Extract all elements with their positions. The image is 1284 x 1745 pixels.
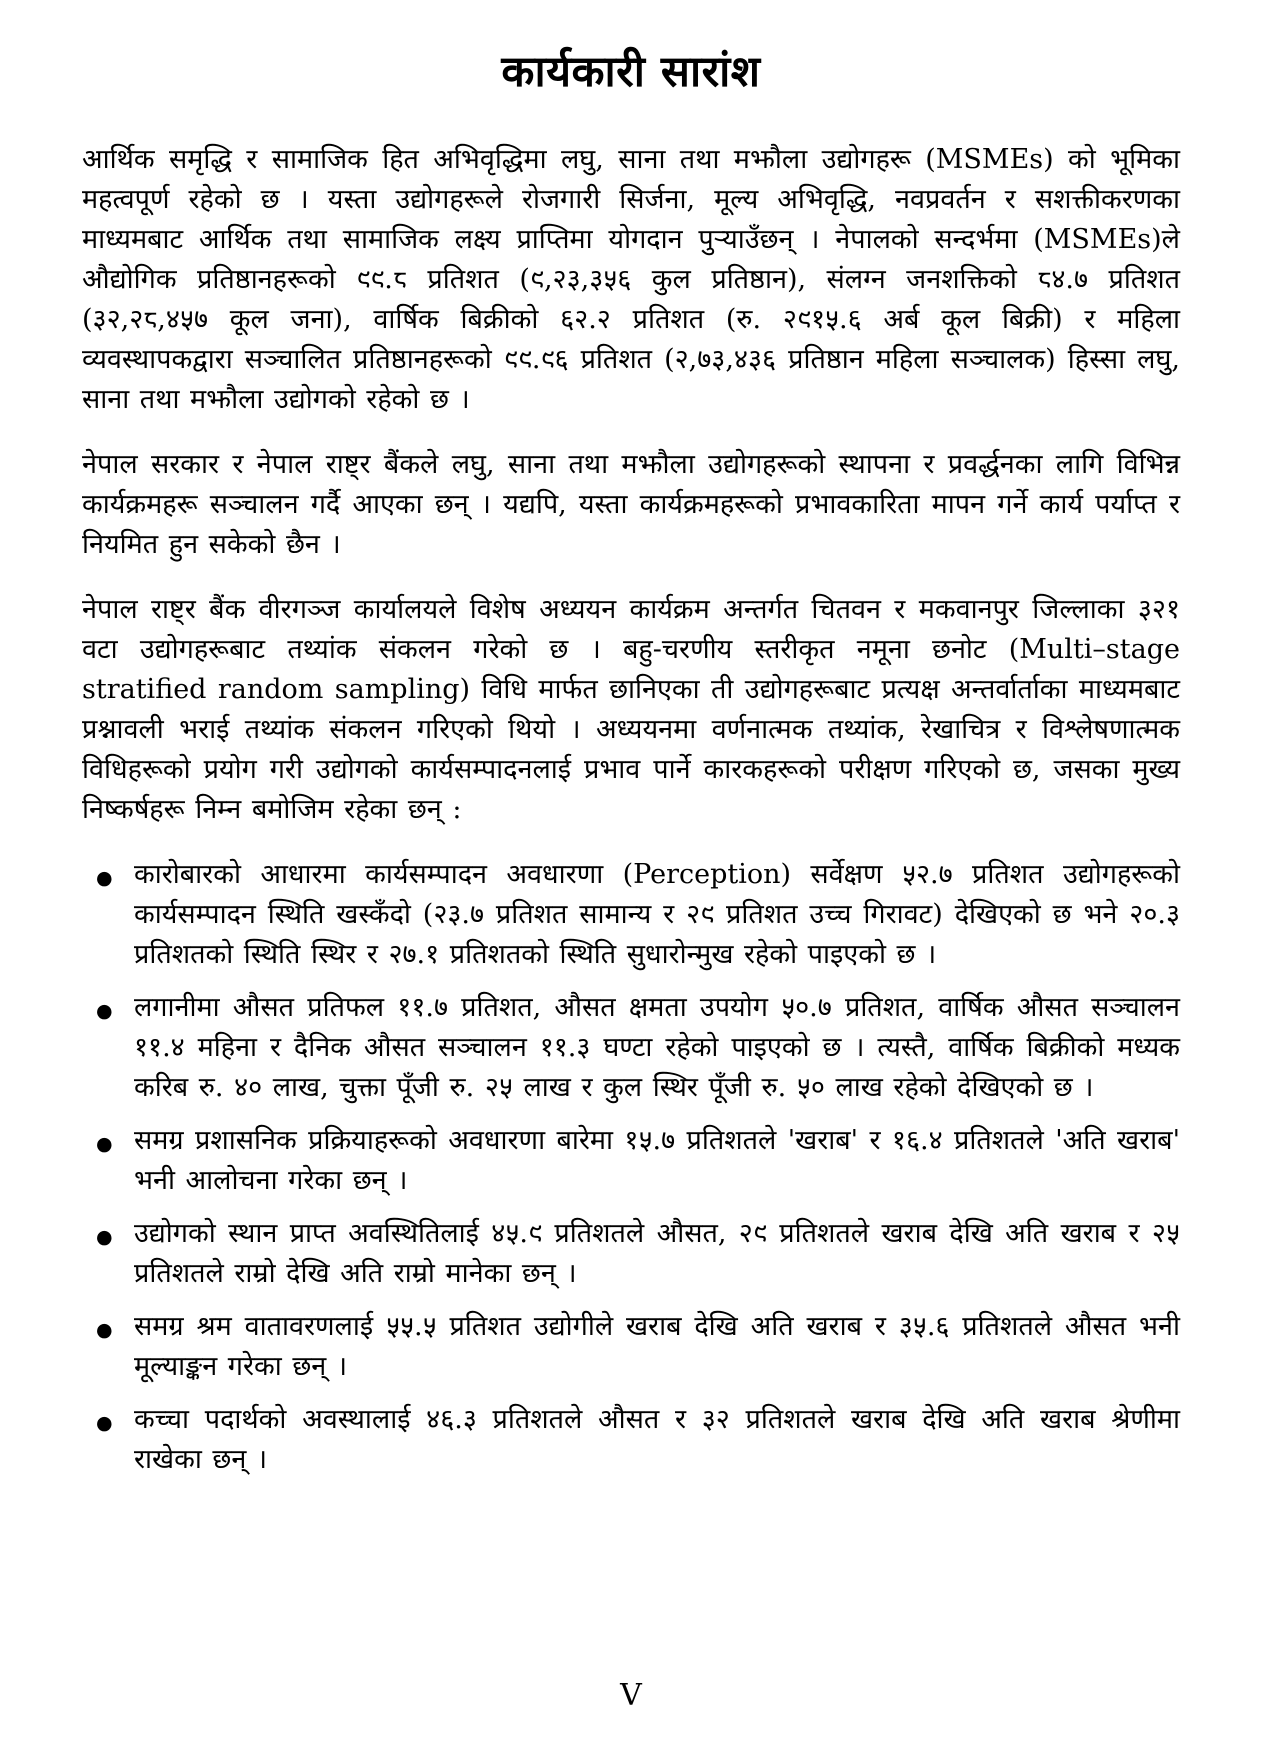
bullet-item-administrative-process: ● समग्र प्रशासनिक प्रक्रियाहरूको अवधारणा बारेमा १५.७ प्रतिशतले 'खराब' र १६.४ प्रतिशतले 'अति खराब' भनी आलोचना गरेका छन् । [82,1121,1180,1201]
paragraph-government-programs: नेपाल सरकार र नेपाल राष्ट्र बैंकले लघु, साना तथा मझौला उद्योगहरूको स्थापना र प्रवर्द्धनका लागि विभिन्न कार्यक्रमहरू सञ्चालन गर्दै आएका छन् । यद्यपि, यस्ता कार्यक्रमहरूको प्रभावकारिता मापन गर्ने कार्य पर्याप्त र नियमित हुन सकेको छैन । [82,449,1180,560]
bullet-item-raw-materials: ● कच्चा पदार्थको अवस्थालाई ४६.३ प्रतिशतले औसत र ३२ प्रतिशतले खराब देखि अति खराब श्रेणीमा राखेका छन् । [82,1400,1180,1480]
page-number: V [620,1678,642,1713]
bullet-item-labor-environment: ● समग्र श्रम वातावरणलाई ५५.५ प्रतिशत उद्योगीले खराब देखि अति खराब र ३५.६ प्रतिशतले औसत भनी मूल्याङ्कन गरेका छन् । [82,1307,1180,1387]
page-title: कार्यकारी सारांश [501,47,761,97]
bullet-item-performance-perception: ● कारोबारको आधारमा कार्यसम्पादन अवधारणा (Perception) सर्वेक्षण ५२.७ प्रतिशत उद्योगहरूको कार्यसम्पादन स्थिति खस्कँदो (२३.७ प्रतिशत सामान्य र २९ प्रतिशत उच्च गिरावट) देखिएको छ भने २०.३ प्रतिशतको स्थिति स्थिर र २७.१ प्रतिशतको स्थिति सुधारोन्मुख रहेको पाइएको छ । [82,855,1180,975]
paragraph-msme-overview: आर्थिक समृद्धि र सामाजिक हित अभिवृद्धिमा लघु, साना तथा मझौला उद्योगहरू (MSMEs) को भूमिका महत्वपूर्ण रहेको छ । यस्ता उद्योगहरूले रोजगारी सिर्जना, मूल्य अभिवृद्धि, नवप्रवर्तन र सशक्तीकरणका माध्यमबाट आर्थिक तथा सामाजिक लक्ष्य प्राप्तिमा योगदान पुऱ्याउँछन् । नेपालको सन्दर्भमा (MSMEs)ले औद्योगिक प्रतिष्ठानहरूको ९९.८ प्रतिशत (९,२३,३५६ कुल प्रतिष्ठान), संलग्न जनशक्तिको ८४.७ प्रतिशत (३२,२८,४५७ कूल जना), वार्षिक बिक्रीको ६२.२ प्रतिशत (रु. २९१५.६ अर्ब कूल बिक्री) र महिला व्यवस्थापकद्वारा सञ्चालित प्रतिष्ठानहरूको ९९.९६ प्रतिशत (२,७३,४३६ प्रतिष्ठान महिला सञ्चालक) हिस्सा लघु, साना तथा मझौला उद्योगको रहेको छ । [82,144,1180,415]
bullet-item-return-capacity: ● लगानीमा औसत प्रतिफल ११.७ प्रतिशत, औसत क्षमता उपयोग ५०.७ प्रतिशत, वार्षिक औसत सञ्चालन ११.४ महिना र दैनिक औसत सञ्चालन ११.३ घण्टा रहेको पाइएको छ । त्यस्तै, वार्षिक बिक्रीको मध्यक करिब रु. ४० लाख, चुक्ता पूँजी रु. २५ लाख र कुल स्थिर पूँजी रु. ५० लाख रहेको देखिएको छ । [82,988,1180,1108]
paragraph-study-methodology: नेपाल राष्ट्र बैंक वीरगञ्ज कार्यालयले विशेष अध्ययन कार्यक्रम अन्तर्गत चितवन र मकवानपुर जिल्लाका ३२१ वटा उद्योगहरूबाट तथ्यांक संकलन गरेको छ । बहु-चरणीय स्तरीकृत नमूना छनोट (Multi–stage stratified random sampling) विधि मार्फत छानिएका ती उद्योगहरूबाट प्रत्यक्ष अन्तर्वार्ताका माध्यमबाट प्रश्नावली भराई तथ्यांक संकलन गरिएको थियो । अध्ययनमा वर्णनात्मक तथ्यांक, रेखाचित्र र विश्लेषणात्मक विधिहरूको प्रयोग गरी उद्योगको कार्यसम्पादनलाई प्रभाव पार्ने कारकहरूको परीक्षण गरिएको छ, जसका मुख्य निष्कर्षहरू निम्न बमोजिम रहेका छन् : [82,594,1180,825]
bullet-item-location-rating: ● उद्योगको स्थान प्राप्त अवस्थितिलाई ४५.९ प्रतिशतले औसत, २९ प्रतिशतले खराब देखि अति खराब र २५ प्रतिशतले राम्रो देखि अति राम्रो मानेका छन् । [82,1214,1180,1294]
findings-bullet-list [82,855,1180,1480]
